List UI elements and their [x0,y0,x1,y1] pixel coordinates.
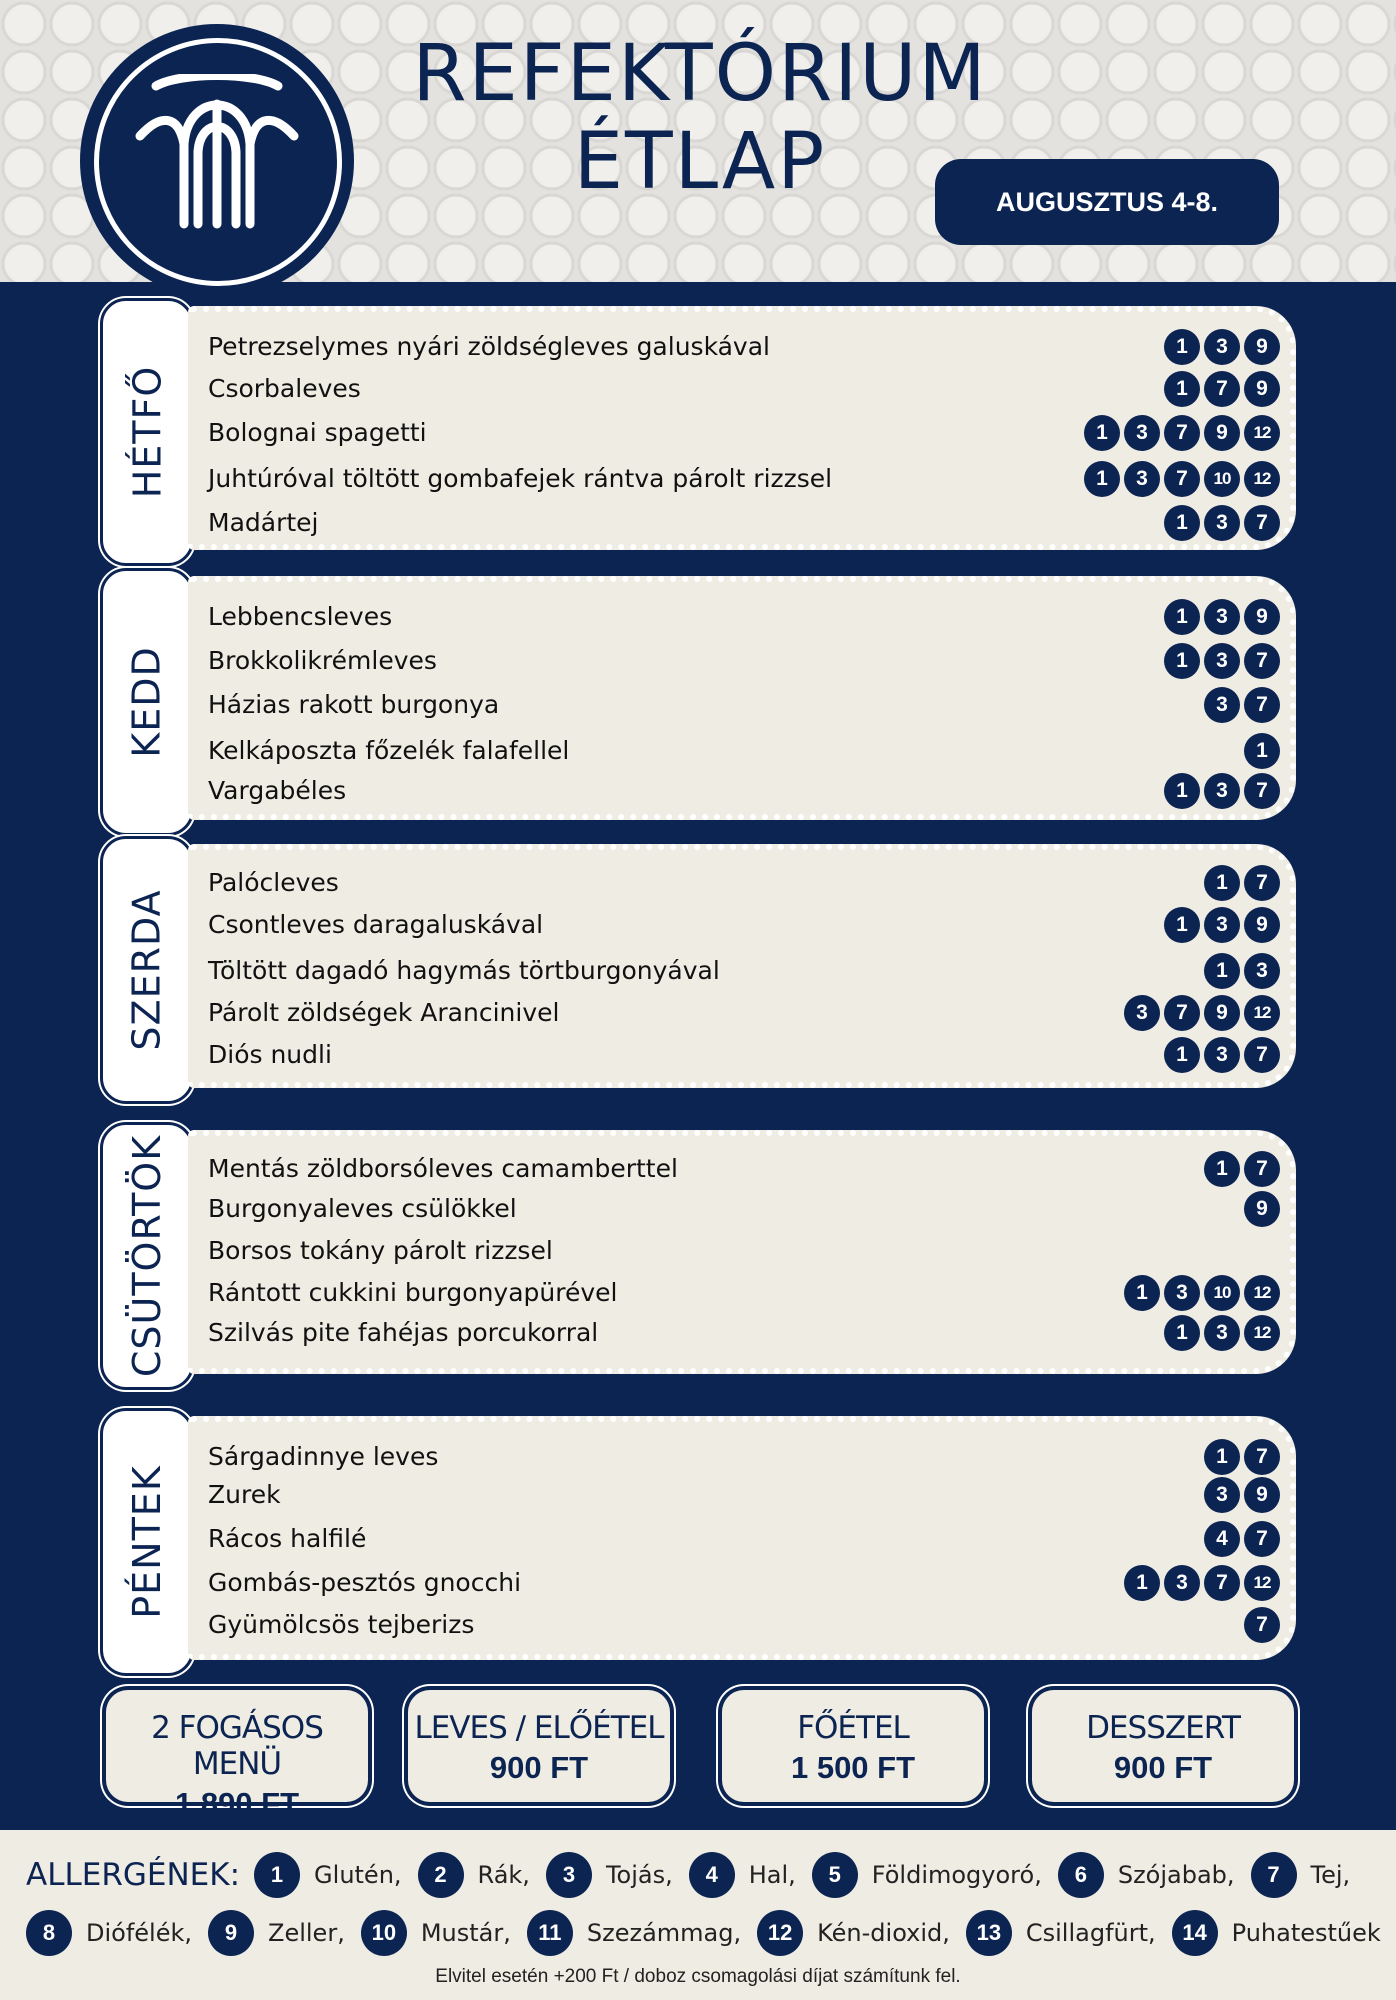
allergen-badge: 7 [1244,1521,1280,1557]
dish-allergens [1244,1191,1280,1227]
allergen-badge: 3 [1204,1477,1240,1513]
allergen-badge: 7 [1244,505,1280,541]
dish-row [208,596,1280,638]
day-tab [100,836,194,1104]
allergen-legend-item [527,1910,741,1956]
day-dish-list [188,1130,1296,1374]
price-value: 1 500 FT [790,1750,916,1785]
allergen-badge: 3 [1204,505,1240,541]
dish-allergens [1124,1565,1280,1601]
dish-name: Burgonyaleves csülökkel [208,1194,517,1223]
allergen-badge: 1 [254,1852,300,1898]
dish-allergens [1204,865,1280,901]
dish-name: Gyümölcsös tejberizs [208,1610,475,1639]
allergen-badge: 1 [1124,1565,1160,1601]
dish-allergens [1164,1037,1280,1073]
allergen-badge: 13 [966,1910,1012,1956]
allergen-badge: 1 [1204,1439,1240,1475]
day-tab [100,1408,194,1676]
dish-name: Rácos halfilé [208,1524,367,1553]
allergen-badge: 1 [1084,415,1120,451]
allergen-badge: 7 [1244,643,1280,679]
dish-row [208,640,1280,682]
dish-allergens [1204,1439,1280,1475]
arches-logo-icon [120,74,314,234]
allergen-badge: 1 [1164,329,1200,365]
dish-row [208,862,1280,904]
allergen-badge: 6 [1058,1852,1104,1898]
allergen-badge: 3 [1124,415,1160,451]
dish-row [208,730,1280,772]
dish-name: Házias rakott burgonya [208,690,500,719]
allergen-name: Zeller, [268,1919,345,1947]
allergen-badge: 10 [1204,461,1240,497]
dish-row [208,412,1280,454]
dish-name: Mentás zöldborsóleves camamberttel [208,1154,678,1183]
allergen-badge: 3 [1204,643,1240,679]
allergen-badge: 3 [1244,953,1280,989]
day-tab [100,298,194,566]
allergen-badge: 9 [1244,907,1280,943]
allergen-badge: 11 [527,1910,573,1956]
allergen-badge: 3 [1204,1037,1240,1073]
price-label: DESSZERT [1086,1710,1240,1746]
allergen-badge: 1 [1244,733,1280,769]
dish-name: Diós nudli [208,1040,332,1069]
allergen-badge: 7 [1244,1037,1280,1073]
allergen-badge: 1 [1124,1275,1160,1311]
dish-name: Sárgadinnye leves [208,1442,439,1471]
allergen-badge: 1 [1164,907,1200,943]
price-label: 2 FOGÁSOS MENÜ [151,1710,323,1782]
dish-allergens [1204,1521,1280,1557]
price-card [1032,1690,1294,1802]
allergen-legend-item [1251,1852,1351,1898]
allergen-badge: 3 [546,1852,592,1898]
day-name: HÉTFŐ [125,365,170,499]
takeaway-note: Elvitel esetén +200 Ft / doboz csomagolási díjat számítunk fel. [435,1966,961,1987]
dish-row [208,1148,1280,1190]
dish-name: Bolognai spagetti [208,418,427,447]
allergen-legend-item [812,1852,1042,1898]
day-name: KEDD [125,646,170,758]
dish-row [208,950,1280,992]
day-section-5 [100,1408,1296,1670]
dish-name: Madártej [208,508,319,537]
allergen-badge: 12 [1244,995,1280,1031]
dish-name: Lebbencsleves [208,602,393,631]
dish-allergens [1244,1607,1280,1643]
day-name: PÉNTEK [125,1465,169,1619]
dish-name: Juhtúróval töltött gombafejek rántva párolt rizzsel [208,464,833,493]
dish-allergens [1204,687,1280,723]
allergen-name: Mustár, [420,1919,511,1947]
dish-row [208,1604,1280,1646]
allergen-badge: 7 [1164,995,1200,1031]
allergen-badge: 7 [1244,1439,1280,1475]
allergen-name: Diófélék, [86,1919,193,1947]
dish-allergens [1084,415,1280,451]
dish-name: Töltött dagadó hagymás törtburgonyával [208,956,720,985]
allergen-name: Szójabab, [1117,1861,1235,1889]
allergen-badge: 7 [1251,1852,1297,1898]
allergen-badge: 7 [1244,1607,1280,1643]
dish-row [208,458,1280,500]
dish-row [208,1518,1280,1560]
allergen-badge: 3 [1204,773,1240,809]
allergen-badge: 12 [757,1910,803,1956]
dish-allergens [1164,329,1280,365]
allergen-badge: 3 [1164,1275,1200,1311]
dish-row [208,368,1280,410]
allergen-badge: 9 [208,1910,254,1956]
dish-name: Gombás-pesztós gnocchi [208,1568,522,1597]
allergen-name: Glutén, [314,1861,402,1889]
allergen-legend-item [418,1852,530,1898]
dish-row [208,502,1280,544]
allergen-badge: 9 [1244,371,1280,407]
dish-name: Zurek [208,1480,281,1509]
allergen-name: Rák, [477,1861,530,1889]
title-line-1: REFEKTÓRIUM [412,29,988,119]
dish-name: Petrezselymes nyári zöldségleves galuskával [208,332,770,361]
day-tab [100,568,194,836]
dish-row [208,1230,1280,1272]
price-value: 900 FT [489,1750,589,1785]
dish-name: Csorbaleves [208,374,361,403]
dish-allergens [1244,733,1280,769]
day-tab [100,1122,194,1390]
allergen-legend-item [208,1910,345,1956]
price-card [408,1690,670,1802]
dish-allergens [1164,907,1280,943]
page-title [380,30,1020,206]
allergen-legend-label: ALLERGÉNEK: [26,1857,241,1893]
allergen-badge: 3 [1204,687,1240,723]
allergen-badge: 3 [1124,995,1160,1031]
dish-allergens [1124,1275,1280,1311]
allergen-name: Tej, [1310,1861,1351,1889]
dish-row [208,1034,1280,1076]
dish-row [208,1272,1280,1314]
allergen-badge: 7 [1164,415,1200,451]
day-section-1 [100,298,1296,560]
dish-name: Szilvás pite fahéjas porcukorral [208,1318,599,1347]
price-label: LEVES / ELŐÉTEL [414,1710,664,1746]
allergen-badge: 3 [1204,329,1240,365]
allergen-badge: 3 [1204,907,1240,943]
allergen-badge: 7 [1204,371,1240,407]
allergen-legend-item [254,1852,402,1898]
allergen-badge: 1 [1164,773,1200,809]
allergen-badge: 3 [1204,1315,1240,1351]
dish-allergens [1204,953,1280,989]
allergen-badge: 9 [1244,1191,1280,1227]
allergen-badge: 12 [1244,1275,1280,1311]
allergen-name: Kén-dioxid, [817,1919,950,1947]
price-card [106,1690,368,1821]
day-dish-list [188,1416,1296,1660]
dish-name: Borsos tokány párolt rizzsel [208,1236,553,1265]
dish-row [208,904,1280,946]
dish-row [208,1562,1280,1604]
allergen-badge: 12 [1244,461,1280,497]
dish-name: Kelkáposzta főzelék falafellel [208,736,570,765]
allergen-badge: 7 [1244,687,1280,723]
allergen-badge: 12 [1244,1565,1280,1601]
allergen-legend-item [1058,1852,1235,1898]
day-section-3 [100,836,1296,1098]
allergen-badge: 8 [26,1910,72,1956]
allergen-badge: 9 [1244,329,1280,365]
dish-name: Rántott cukkini burgonyapürével [208,1278,618,1307]
day-dish-list [188,844,1296,1088]
price-value: 1 890 FT [174,1786,300,1821]
allergen-badge: 2 [418,1852,464,1898]
allergen-badge: 7 [1204,1565,1240,1601]
allergen-legend-item [689,1852,796,1898]
allergen-badge: 7 [1164,461,1200,497]
allergen-badge: 12 [1244,1315,1280,1351]
allergen-name: Puhatestűek [1231,1919,1381,1947]
dish-allergens [1164,1315,1280,1351]
dish-row [208,1312,1280,1354]
dish-row [208,770,1280,812]
allergen-badge: 1 [1084,461,1120,497]
allergen-legend-item [26,1910,192,1956]
allergen-name: Szezámmag, [586,1919,742,1947]
allergen-legend-item [546,1852,673,1898]
dish-name: Vargabéles [208,776,347,805]
dish-row [208,1188,1280,1230]
allergen-legend-item [966,1910,1156,1956]
allergen-name: Csillagfürt, [1025,1919,1156,1947]
allergen-badge: 7 [1244,865,1280,901]
dish-allergens [1164,643,1280,679]
price-label: FŐÉTEL [797,1710,909,1746]
title-line-2: ÉTLAP [573,117,827,207]
dish-row [208,326,1280,368]
allergen-badge: 7 [1244,1151,1280,1187]
dish-allergens [1204,1477,1280,1513]
dish-allergens [1084,461,1280,497]
allergen-badge: 4 [689,1852,735,1898]
allergen-badge: 9 [1204,995,1240,1031]
day-section-4 [100,1122,1296,1384]
dish-allergens [1164,599,1280,635]
dish-row [208,1474,1280,1516]
dish-allergens [1164,773,1280,809]
allergen-badge: 12 [1244,415,1280,451]
allergen-legend-item [1172,1910,1381,1956]
allergen-badge: 1 [1164,1037,1200,1073]
day-dish-list [188,576,1296,820]
allergen-badge: 5 [812,1852,858,1898]
dish-allergens [1204,1151,1280,1187]
allergen-badge: 9 [1244,1477,1280,1513]
allergen-name: Földimogyoró, [871,1861,1042,1889]
allergen-badge: 1 [1164,643,1200,679]
day-name: SZERDA [125,889,169,1051]
dish-name: Párolt zöldségek Arancinivel [208,998,560,1027]
allergen-badge: 4 [1204,1521,1240,1557]
allergen-badge: 3 [1204,599,1240,635]
allergen-badge: 1 [1204,865,1240,901]
allergen-badge: 14 [1172,1910,1218,1956]
allergen-badge: 1 [1204,953,1240,989]
allergen-badge: 10 [1204,1275,1240,1311]
allergen-badge: 7 [1244,773,1280,809]
allergen-badge: 1 [1204,1151,1240,1187]
logo [80,24,354,298]
allergen-legend-item [757,1910,950,1956]
day-name: CSÜTÖRTÖK [125,1134,169,1378]
dish-allergens [1164,371,1280,407]
dish-row [208,684,1280,726]
dish-name: Palócleves [208,868,339,897]
allergen-name: Hal, [748,1861,796,1889]
allergen-badge: 3 [1124,461,1160,497]
allergen-badge: 9 [1204,415,1240,451]
allergen-badge: 10 [361,1910,407,1956]
allergen-badge: 3 [1164,1565,1200,1601]
allergen-badge: 1 [1164,371,1200,407]
allergen-badge: 9 [1244,599,1280,635]
allergen-badge: 1 [1164,599,1200,635]
dish-allergens [1164,505,1280,541]
allergen-name: Tojás, [605,1861,673,1889]
dish-row [208,992,1280,1034]
dish-name: Csontleves daragaluskával [208,910,544,939]
dish-name: Brokkolikrémleves [208,646,437,675]
day-section-2 [100,568,1296,830]
price-card [722,1690,984,1802]
price-value: 900 FT [1113,1750,1213,1785]
date-badge: AUGUSZTUS 4-8. [935,159,1279,245]
dish-row [208,1436,1280,1478]
allergen-badge: 1 [1164,505,1200,541]
dish-allergens [1124,995,1280,1031]
day-dish-list [188,306,1296,550]
allergen-badge: 1 [1164,1315,1200,1351]
allergen-legend-item [361,1910,511,1956]
